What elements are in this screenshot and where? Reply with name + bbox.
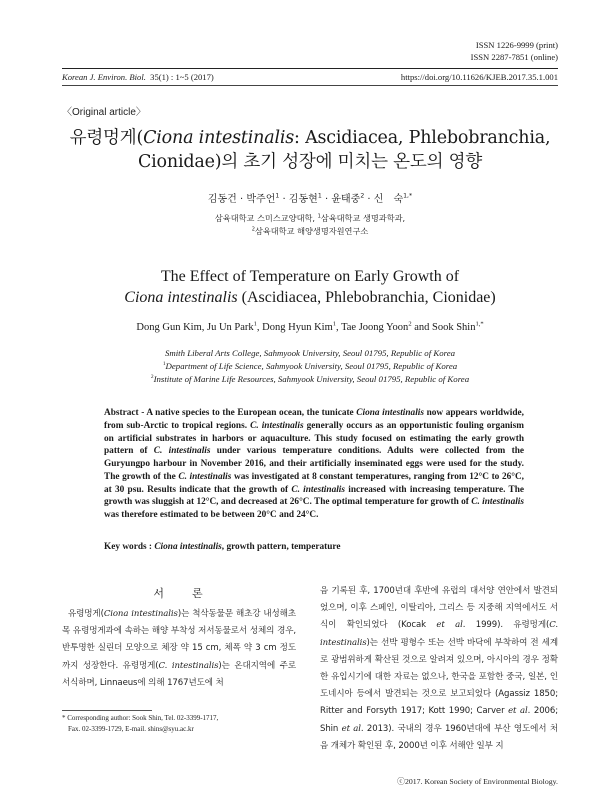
english-author: Tae Joong Yoon <box>341 322 409 333</box>
korean-author: 박주언 <box>246 194 276 205</box>
issn-online: ISSN 2287-7851 (online) <box>470 51 558 62</box>
korean-title-line1: 유령멍게(Ciona intestinalis: Ascidiacea, Phlebobranchia, <box>69 128 551 148</box>
english-author: Dong Gun Kim <box>136 322 202 333</box>
header-rule <box>62 68 558 69</box>
english-title-line1: The Effect of Temperature on Early Growth of <box>160 268 460 285</box>
english-author: Sook Shin <box>431 322 476 333</box>
header-subrule <box>62 85 558 86</box>
korean-authors: 김동건 · 박주언$^1$ · 김동현$^1$ · 윤태중$^2$ · 신 숙$^{1,*}$ <box>207 192 413 205</box>
korean-title-line2: Cionidae)의 초기 성장에 미치는 온도의 영향 <box>137 152 483 172</box>
korean-author: 신 숙 <box>373 194 404 205</box>
affiliation-line: $^1$Department of Life Science, Sahmyook University, Seoul 01795, Republic of Korea <box>162 361 458 371</box>
english-title-line2: Ciona intestinalis (Ascidiacea, Phlebobranchia, Cionidae) <box>124 289 496 306</box>
journal-citation <box>62 72 214 82</box>
journal-volume: 35(1) : 1~5 (2017) <box>150 72 214 82</box>
affiliation-line: $^2$Institute of Marine Life Resources, Sahmyook University, Seoul 01795, Republic of Korea <box>150 374 470 384</box>
copyright-notice: ⓒ2017. Korean Society of Environmental Biology. <box>397 777 558 786</box>
english-author: Dong Hyun Kim <box>262 322 333 333</box>
korean-affiliations: 삼육대학교 스미스교양대학, $^1$삼육대학교 생명과학과, $^2$삼육대학교 해양생명자원연구소 <box>214 213 406 236</box>
body-column-right: 음 기록된 후, 1700년대 후반에 유럽의 대서양 연안에서 발견되었으며, 이후 스페인, 이탈리아, 그리스 등 지중해 지역에서도 서식이 확인되었다 (Kocak et al. 1999). 유령멍게(C. intestinalis)는 선박 평형수 또는 선박 바닥에 부착하여 전 세계로 광범위하게 확산된 것으로 알려져 있으며, 아시아의 경우 정확한 유입시기에 대한 자료는 없으나, 한국을 포함한 중국, 일본, 인도네시아 등에서 발견되는 것으로 보고되었다 (Agassiz 1850; Ritter and Forsyth 1917; Kott 1990; Carver et al. 2006; Shin et al. 2013). 국내의 경우 1960년대에 부산 영도에서 처음 개체가 확인된 후, 2000년 이후 서해안 일부 지 <box>320 586 558 751</box>
affiliation-line: Smith Liberal Arts College, Sahmyook University, Seoul 01795, Republic of Korea <box>164 348 456 358</box>
journal-name: Korean J. Environ. Biol. <box>62 72 146 82</box>
korean-author: 김동건 <box>207 194 237 205</box>
korean-title <box>62 126 558 174</box>
abstract-label: Abstract <box>104 408 139 418</box>
keywords-label: Key words : <box>104 542 155 552</box>
english-authors: Dong Gun Kim, Ju Un Park$^1$, Dong Hyun Kim$^1$, Tae Joong Yoon$^2$ and Sook Shin$^{1,*}$ <box>136 320 484 333</box>
article-type-label: 〈Original article〉 <box>62 107 146 118</box>
english-author: Ju Un Park <box>207 322 254 333</box>
keywords: Key words : Ciona intestinalis, growth pattern, temperature <box>104 542 341 552</box>
issn-block <box>471 40 558 63</box>
english-title <box>62 266 558 308</box>
korean-author: 김동현 <box>288 194 318 205</box>
issn-print: ISSN 1226-9999 (print) <box>475 40 558 50</box>
abstract: Abstract - A native species to the European ocean, the tunicate Ciona intestinalis now appears worldwide, from sub-Arctic to tropical regions. C. intestinalis generally occurs as an opportunistic fouling organism on artificial substrates in harbors or aquaculture. This study focused on estimating the early growth pattern of C. intestinalis under various temperature conditions. Adults were collected from the Guryungpo harbour in November 2016, and their artificially inseminated eggs were used for the study. The growth of the C. intestinalis was investigated at 8 constant temperatures, ranging from 12°C to 26°C, at 30 psu. Results indicate that the growth of C. intestinalis increased with increasing temperature. The growth was sluggish at 12°C, and decreased at 26°C. The optimal temperature for growth of C. intestinalis was therefore estimated to be between 20°C and 24°C. <box>104 408 525 520</box>
footnote-rule <box>62 710 152 711</box>
english-affiliations <box>62 347 558 386</box>
korean-author: 윤태중 <box>331 194 361 205</box>
body-column-left: 유령멍게(Ciona intestinalis)는 척삭동물문 해초강 내성해초목 유령멍게과에 속하는 해양 부착성 저서동물로서 성체의 경우, 반투명한 실린더 모양으로 체장 약 15 cm, 체폭 약 3 cm 정도까지 성장한다. 유령멍게(C. intestinalis)는 온대지역에 주로 서식하며, Linnaeus에 의해 1767년도에 처 <box>62 609 296 688</box>
doi-link[interactable]: https://doi.org/10.11626/KJEB.2017.35.1.001 <box>400 72 558 82</box>
corresponding-author-footnote: * Corresponding author: Sook Shin, Tel. 02-3399-1717, Fax. 02-3399-1729, E-mail. shins@syu.ac.kr <box>62 714 219 733</box>
section-heading-introduction: 서론 <box>153 587 231 600</box>
